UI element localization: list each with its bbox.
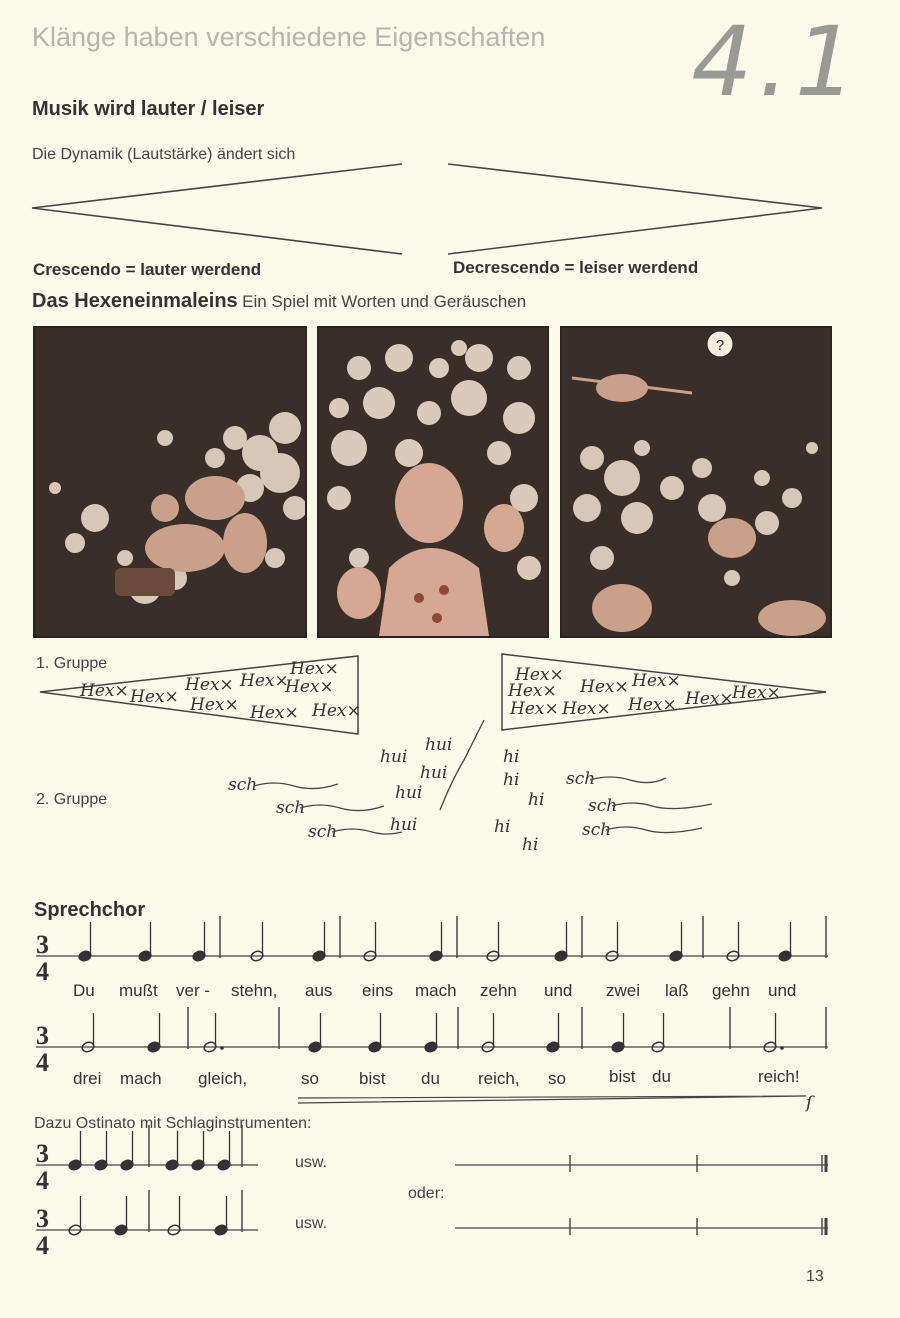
sch-word: sch: [308, 822, 338, 842]
time-signature-top: 3: [36, 1204, 49, 1233]
sch-word: sch: [588, 796, 618, 816]
quarter-note: [192, 922, 206, 962]
hex-word: Hex×: [580, 677, 629, 697]
time-signature-bottom: 4: [36, 1166, 49, 1195]
group-1-label: 1. Gruppe: [36, 655, 108, 672]
hui-word: hui: [380, 747, 408, 767]
time-signature-bottom: 4: [36, 1048, 49, 1077]
quarter-note: [308, 1013, 322, 1053]
lyric-word: drei: [73, 1069, 102, 1088]
lyric-word: und: [768, 981, 797, 1000]
lyric-word: eins: [362, 981, 394, 1000]
quarter-note: [147, 1013, 161, 1053]
lyric-word: ver -: [176, 981, 210, 1000]
dynamics-heading: Musik wird lauter / leiser: [32, 98, 265, 120]
quarter-note: [138, 922, 152, 962]
page-number: 13: [806, 1268, 824, 1285]
lyric-word: reich,: [478, 1069, 520, 1088]
quarter-note: [120, 1131, 134, 1171]
hex-word: Hex×: [190, 695, 239, 715]
svg-text:ſ: ſ: [806, 1093, 813, 1113]
hi-word: hi: [522, 835, 539, 855]
lyric-word: gehn: [712, 981, 750, 1000]
quarter-note: [78, 922, 92, 962]
quarter-note: [546, 1013, 560, 1053]
lyric-word: Du: [73, 981, 95, 1000]
hex-word: Hex×: [290, 659, 339, 679]
quarter-note: [424, 1013, 438, 1053]
lyric-word: zwei: [606, 981, 641, 1000]
dynamics-subheading: Die Dynamik (Lautstärke) ändert sich: [32, 146, 296, 163]
hui-word: hui: [390, 815, 418, 835]
quarter-note: [368, 1013, 382, 1053]
crescendo-label: Crescendo = lauter werdend: [33, 260, 262, 279]
hex-word: Hex×: [515, 665, 564, 685]
hex-word: Hex×: [80, 681, 129, 701]
quarter-note: [165, 1131, 179, 1171]
hex-word: Hex×: [632, 671, 681, 691]
hex-word: Hex×: [130, 687, 179, 707]
hex-word: Hex×: [285, 677, 334, 697]
quarter-note: [214, 1196, 228, 1236]
lyric-word: so: [548, 1069, 566, 1088]
lyric-word: mach: [415, 981, 457, 1000]
game-subtitle: Ein Spiel mit Worten und Geräuschen: [242, 292, 527, 311]
hui-word: hui: [420, 763, 448, 783]
hex-word: Hex×: [628, 695, 677, 715]
lyric-word: du: [652, 1067, 671, 1086]
lyric-word: aus: [305, 981, 333, 1000]
hex-word: Hex×: [510, 699, 559, 719]
chapter-number: 4.1: [691, 6, 862, 118]
quarter-note: [429, 922, 443, 962]
ostinato-heading: Dazu Ostinato mit Schlaginstrumenten:: [34, 1115, 312, 1132]
lyric-word: bist: [609, 1067, 636, 1086]
time-signature-top: 3: [36, 930, 49, 959]
sch-word: sch: [566, 769, 596, 789]
quarter-note: [312, 922, 326, 962]
question-mark-bubble: ?: [715, 337, 725, 354]
hex-word: Hex×: [562, 699, 611, 719]
quarter-note: [217, 1131, 231, 1171]
hex-word: Hex×: [240, 671, 289, 691]
hex-word: Hex×: [732, 683, 781, 703]
hex-word: Hex×: [685, 689, 734, 709]
lyric-word: du: [421, 1069, 440, 1088]
decrescendo-label: Decrescendo = leiser werdend: [453, 258, 699, 277]
hi-word: hi: [503, 747, 520, 767]
lyric-word: zehn: [480, 981, 517, 1000]
lyric-word: mußt: [119, 981, 158, 1000]
usw-label-2: usw.: [295, 1215, 328, 1232]
quarter-note: [554, 922, 568, 962]
lyric-word: stehn,: [231, 981, 278, 1000]
time-signature-bottom: 4: [36, 957, 49, 986]
lyric-word: so: [301, 1069, 319, 1088]
hex-word: Hex×: [185, 675, 234, 695]
quarter-note: [68, 1131, 82, 1171]
time-signature-top: 3: [36, 1021, 49, 1050]
group-2-label: 2. Gruppe: [36, 791, 108, 808]
oder-label: oder:: [408, 1185, 445, 1202]
game-title: Das Hexeneinmaleins: [32, 290, 238, 312]
sch-word: sch: [582, 820, 612, 840]
hi-word: hi: [494, 817, 511, 837]
time-signature-top: 3: [36, 1139, 49, 1168]
lyric-word: gleich,: [198, 1069, 248, 1088]
lyric-word: und: [544, 981, 573, 1000]
quarter-note: [94, 1131, 108, 1171]
hex-word: Hex×: [312, 701, 361, 721]
sch-word: sch: [276, 798, 306, 818]
sch-word: sch: [228, 775, 258, 795]
quarter-note: [191, 1131, 205, 1171]
quarter-note: [778, 922, 792, 962]
lyric-word: laß: [665, 981, 689, 1000]
lyric-word: reich!: [758, 1067, 800, 1086]
quarter-note: [114, 1196, 128, 1236]
lyric-word: bist: [359, 1069, 386, 1088]
hi-word: hi: [503, 770, 520, 790]
section-title: Klänge haben verschiedene Eigenschaften: [32, 22, 546, 52]
sprechchor-heading: Sprechchor: [34, 899, 146, 921]
hex-word: Hex×: [250, 703, 299, 723]
hi-word: hi: [528, 790, 545, 810]
usw-label-1: usw.: [295, 1154, 328, 1171]
hui-word: hui: [425, 735, 453, 755]
lyric-word: mach: [120, 1069, 162, 1088]
time-signature-bottom: 4: [36, 1231, 49, 1260]
quarter-note: [669, 922, 683, 962]
hex-word: Hex×: [508, 681, 557, 701]
hui-word: hui: [395, 783, 423, 803]
quarter-note: [611, 1013, 625, 1053]
